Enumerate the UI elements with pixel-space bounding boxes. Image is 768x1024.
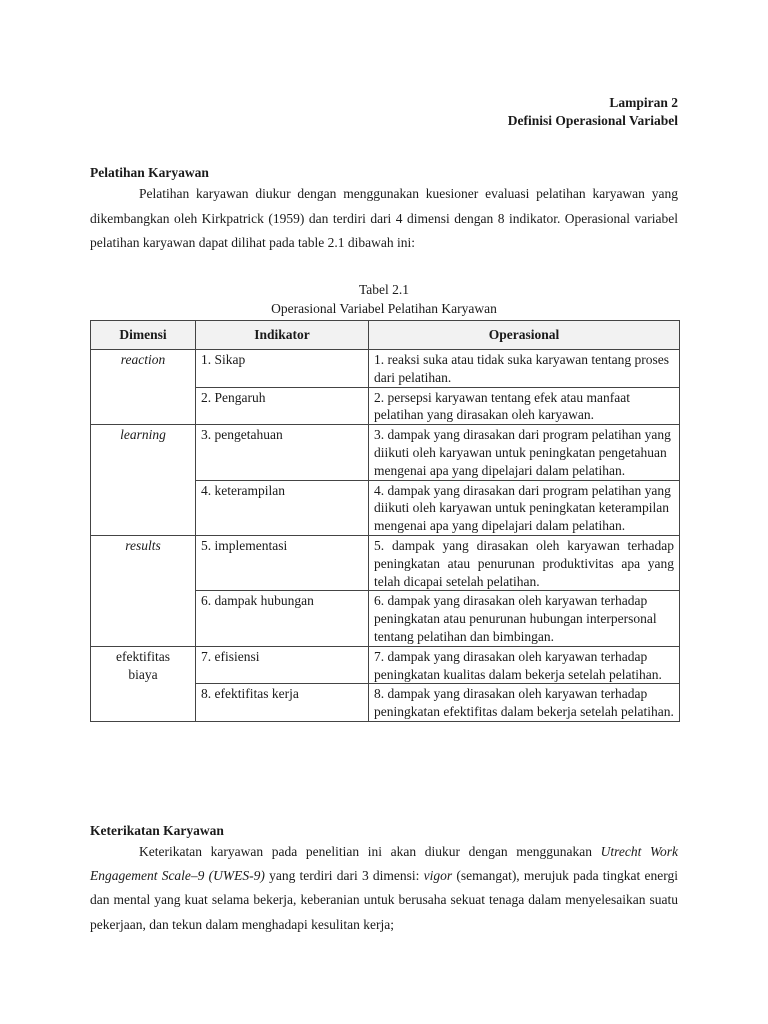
table-caption — [90, 280, 678, 318]
appendix-title: Definisi Operasional Variabel — [507, 113, 678, 128]
header-operasional: Operasional — [369, 321, 680, 350]
section-pelatihan — [90, 164, 678, 256]
operational-cell: 5. dampak yang dirasakan oleh karyawan terhadap peningkatan atau penurunan produktivitas apa yang telah dicapai setelah pelatihan. — [369, 535, 680, 590]
operational-cell: 8. dampak yang dirasakan oleh karyawan terhadap peningkatan efektifitas dalam bekerja setelah pelatihan. — [369, 684, 680, 722]
dimension-cell: learning — [91, 425, 196, 536]
operational-cell: 2. persepsi karyawan tentang efek atau manfaat pelatihan yang dirasakan oleh karyawan. — [369, 387, 680, 425]
table-row — [91, 646, 680, 684]
section-paragraph-keterikatan — [90, 840, 678, 937]
header-indikator: Indikator — [196, 321, 369, 350]
operational-cell: 4. dampak yang dirasakan dari program pelatihan yang diikuti oleh karyawan untuk peningkatan keterampilan mengenai apa yang dipelajari dalam pelatihan. — [369, 480, 680, 535]
header-dimensi: Dimensi — [91, 321, 196, 350]
table-header-row — [91, 321, 680, 350]
indicator-cell: 3. pengetahuan — [196, 425, 369, 480]
paragraph-text: yang terdiri dari 3 dimensi: — [264, 868, 424, 884]
indicator-cell: 5. implementasi — [196, 535, 369, 590]
operational-variable-table — [90, 320, 680, 722]
appendix-number: Lampiran 2 — [609, 95, 678, 110]
paragraph-text: Keterikatan karyawan pada penelitian ini akan diukur dengan menggunakan — [139, 844, 601, 859]
operational-cell: 1. reaksi suka atau tidak suka karyawan tentang proses dari pelatihan. — [369, 350, 680, 388]
section-title-pelatihan: Pelatihan Karyawan — [90, 165, 209, 180]
table-row — [91, 425, 680, 480]
dimension-cell: reaction — [91, 350, 196, 425]
dimension-cell: efektifitas biaya — [91, 646, 196, 721]
indicator-cell: 7. efisiensi — [196, 646, 369, 684]
paragraph-italic-scale: Utrecht Work Engagement Scale–9 (UWES-9) — [90, 844, 678, 884]
indicator-cell: 6. dampak hubungan — [196, 591, 369, 646]
indicator-cell: 2. Pengaruh — [196, 387, 369, 425]
indicator-cell: 4. keterampilan — [196, 480, 369, 535]
table-row — [91, 535, 680, 590]
paragraph-text: (semangat), merujuk pada tingkat energi dan mental yang kuat selama bekerja, keberanian untuk berusaha sekuat tenaga dalam menyelesaikan suatu pekerjaan, dan tekun dalam menghadapi kesulitan kerja; — [90, 868, 678, 932]
dimension-cell: results — [91, 535, 196, 646]
section-keterikatan — [90, 822, 678, 937]
section-title-keterikatan: Keterikatan Karyawan — [90, 823, 224, 838]
indicator-cell: 1. Sikap — [196, 350, 369, 388]
table-number: Tabel 2.1 — [358, 282, 410, 297]
paragraph-italic-vigor: vigor — [423, 868, 453, 884]
operational-cell: 7. dampak yang dirasakan oleh karyawan terhadap peningkatan kualitas dalam bekerja setelah pelatihan. — [369, 646, 680, 684]
table-row — [91, 350, 680, 388]
operational-cell: 3. dampak yang dirasakan dari program pelatihan yang diikuti oleh karyawan untuk peningkatan pengetahuan mengenai apa yang dipelajari dalam pelatihan. — [369, 425, 680, 480]
section-paragraph-pelatihan: Pelatihan karyawan diukur dengan menggunakan kuesioner evaluasi pelatihan karyawan yang dikembangkan oleh Kirkpatrick (1959) dan terdiri dari 4 dimensi dengan 8 indikator. Operasional variabel pelatihan karyawan dapat dilihat pada table 2.1 dibawah ini: — [90, 186, 678, 250]
operational-cell: 6. dampak yang dirasakan oleh karyawan terhadap peningkatan atau penurunan hubungan interpersonal tentang pelatihan dan bimbingan. — [369, 591, 680, 646]
appendix-header — [508, 94, 678, 130]
indicator-cell: 8. efektifitas kerja — [196, 684, 369, 722]
table-title: Operasional Variabel Pelatihan Karyawan — [271, 301, 497, 316]
